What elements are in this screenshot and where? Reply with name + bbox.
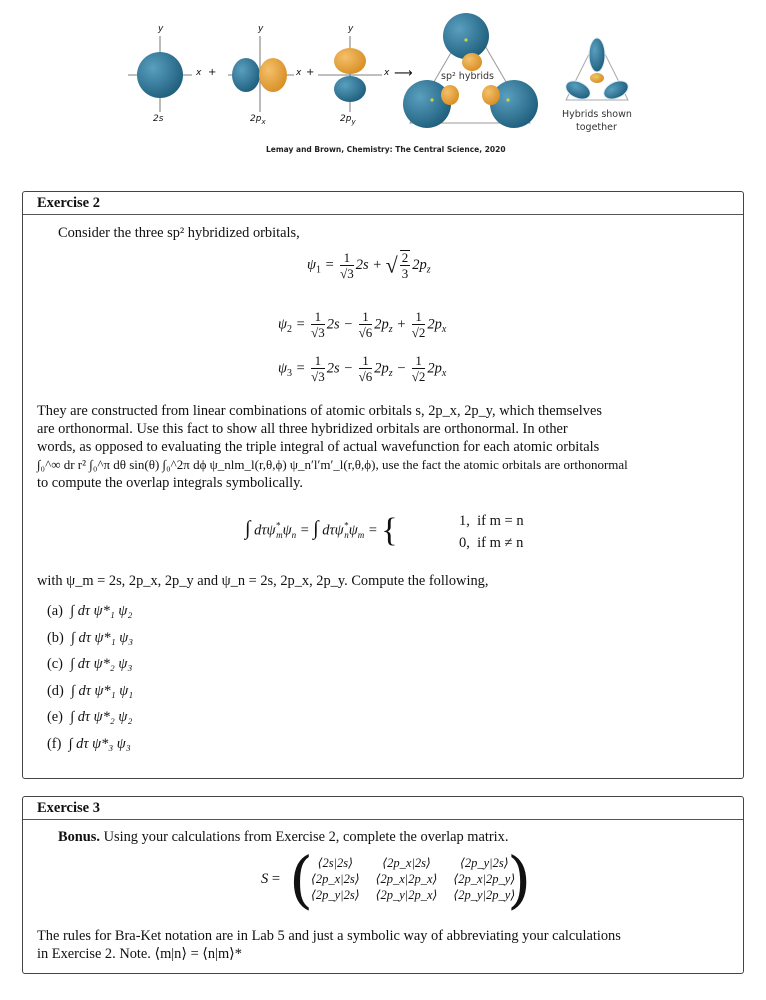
case-zero: 0, if m ≠ n [459,535,524,551]
matrix-cell: ⟨2p_y|2p_x⟩ [375,888,438,902]
part-b: (b) ∫ dτ ψ*₁ ψ₃ [47,629,134,646]
label-2px: $2p_x$ [250,114,266,126]
orbital-figure [0,0,766,160]
psi3-equation: $\psi_3$ = $\frac{1}{√3}$ 2s − $\frac{1}{√6}$ $2p_z$ − $\frac{1}{√2}$ $2p_x$ [278,353,447,384]
matrix-cell: ⟨2p_y|2p_y⟩ [453,888,516,902]
part-c: (c) ∫ dτ ψ*₂ ψ₃ [47,656,133,672]
axis-x-label: x [384,68,390,78]
orbital-diagram [0,0,766,160]
orbital-2py [318,36,382,112]
case-one: 1, if m = n [459,513,524,529]
axis-x-label: x [296,68,302,78]
exercise-2-title: Exercise 2 [37,195,100,211]
axis-x-label: x [196,68,202,78]
part-a: (a) ∫ dτ ψ*₁ ψ₂ [47,603,133,619]
exercise-3-box [22,796,744,974]
figure-caption: Lemay and Brown, Chemistry: The Central Science, 2020 [266,145,506,154]
axis-y-label: y [258,24,264,34]
orbital-2px [228,36,294,112]
matrix-cell: ⟨2p_y|2s⟩ [460,856,509,870]
matrix-s-label: S = [261,871,281,887]
exercise-2-box [22,191,744,779]
part-f: (f) ∫ dτ ψ*₃ ψ₃ [47,735,131,752]
psi1-equation: $\psi_1$ = $\frac{1}{√3}$ 2s + √ $\frac{2}{3}$ $2p_z$ [307,249,431,281]
orthonormal-equation: ∫ $d\tau\psi^*_m\psi_n$ = ∫ $d\tau\psi^*_n\psi_m$ = { [245,512,398,549]
matrix-cell: ⟨2p_x|2p_x⟩ [375,872,438,886]
label-2py: $2p_y$ [340,114,356,126]
matrix-cell: ⟨2p_x|2s⟩ [382,856,431,870]
overlap-matrix [303,855,523,903]
label-2s: 2s [153,114,164,124]
sp2-hybrids-label: sp² hybrids [441,71,495,82]
plus-sign: + [306,67,315,78]
braket-note: The rules for Bra-Ket notation are in Lab 5 and just a symbolic way of abbreviating your calculations in Exercise 2. Note. ⟨m|n⟩ = ⟨n|m⟩* [37,928,621,962]
matrix-right-paren: ) [507,843,532,916]
matrix-cell: ⟨2p_x|2p_y⟩ [453,872,516,886]
exercise-2-header [23,192,743,215]
part-e: (e) ∫ dτ ψ*₂ ψ₂ [47,709,133,725]
matrix-cell: ⟨2p_x|2s⟩ [311,872,360,886]
bonus-line: Bonus. Using your calculations from Exercise 2, complete the overlap matrix. [58,829,509,845]
parts-list [47,602,133,761]
axis-y-label: y [158,24,164,34]
exercise-3-header [23,797,743,820]
hybrids-shown-label: Hybrids shown [562,109,632,120]
matrix-left-paren: ( [289,843,314,916]
exercise-2-intro: Consider the three sp² hybridized orbitals, [58,225,300,241]
exercise-2-paragraph: They are constructed from linear combinations of atomic orbitals s, 2p_x, 2p_y, which themselves are orthonormal. Use this fact to show all three hybridized orbitals are orthonormal. In other words, as opposed to evaluating the triple integral of actual wavefunction for each atomic orbitals ∫₀^∞ dr r² ∫₀^π dθ sin(θ) ∫₀^2π dϕ ψ_nlm_l(r,θ,ϕ) ψ_n′l′m′_l(r,θ,ϕ), use the fact the atomic orbitals are orthonormal to compute the overlap integrals symbolically. [37,403,628,491]
axis-y-label: y [348,24,354,34]
matrix-cell: ⟨2s|2s⟩ [317,856,354,870]
together-label: together [576,122,617,133]
arrow-icon: ⟶ [394,66,413,81]
with-line: with ψ_m = 2s, 2p_x, 2p_y and ψ_n = 2s, 2p_x, 2p_y. Compute the following, [37,573,489,589]
plus-sign: + [208,67,217,78]
part-d: (d) ∫ dτ ψ*₁ ψ₁ [47,682,134,699]
matrix-cell: ⟨2p_y|2s⟩ [311,888,360,902]
orbital-2s [128,36,192,112]
psi2-equation: $\psi_2$ = $\frac{1}{√3}$ 2s − $\frac{1}{√6}$ $2p_z$ + $\frac{1}{√2}$ $2p_x$ [278,309,447,340]
hybrids-together [563,38,631,103]
exercise-3-title: Exercise 3 [37,800,100,816]
